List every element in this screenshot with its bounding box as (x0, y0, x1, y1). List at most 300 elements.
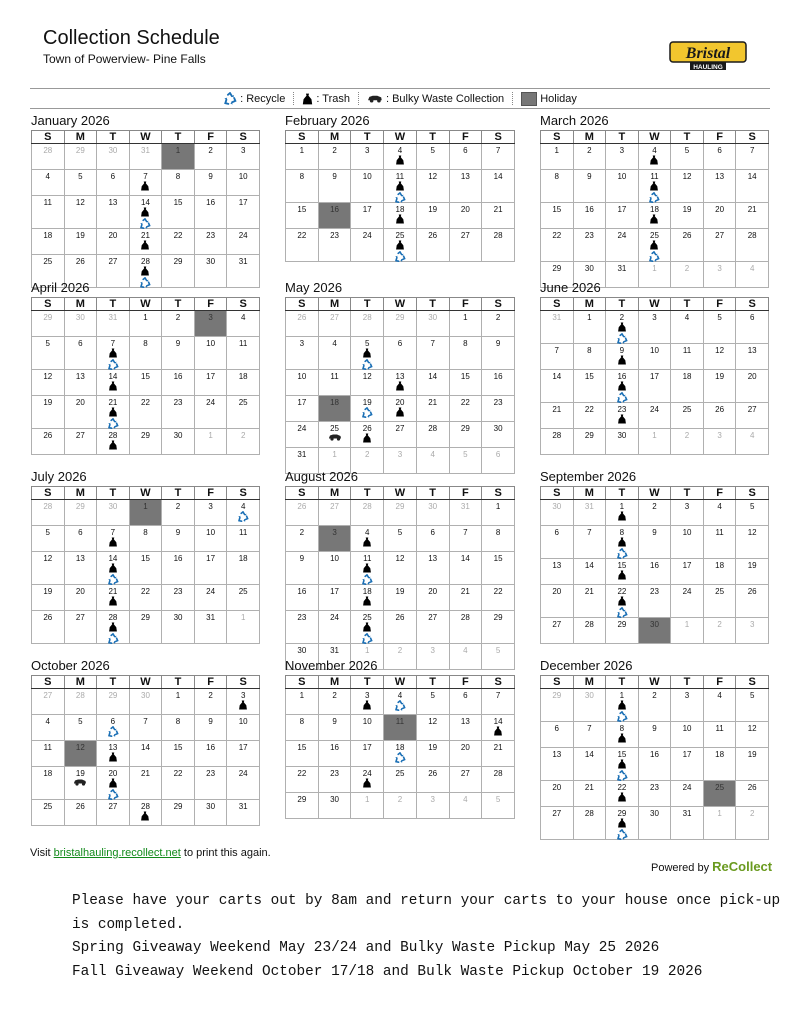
day-cell (606, 559, 639, 585)
weekday-header: F (703, 298, 736, 311)
day-number: 26 (682, 231, 692, 240)
day-cell (97, 170, 130, 196)
day-number: 12 (682, 172, 692, 181)
day-number: 26 (75, 802, 85, 811)
day-cell (449, 170, 482, 203)
day-cell (449, 611, 482, 644)
day-number: 9 (299, 554, 305, 563)
day-cell (318, 526, 351, 552)
day-number: 6 (78, 528, 83, 537)
day-cell (482, 585, 515, 611)
day-number: 18 (238, 554, 248, 563)
day-number: 8 (175, 717, 181, 726)
trash-icon (363, 433, 372, 443)
day-number: 16 (330, 205, 339, 214)
day-cell (638, 807, 671, 840)
recollect-link[interactable]: bristalhauling.recollect.net (53, 847, 181, 859)
day-cell (97, 526, 130, 552)
day-cell (64, 337, 97, 370)
month-table (31, 486, 260, 644)
day-cell (194, 800, 227, 826)
day-number: 25 (395, 231, 405, 240)
recycle-icon (394, 700, 406, 712)
weekday-header: T (416, 298, 449, 311)
weekday-header: M (64, 298, 97, 311)
day-cell (194, 396, 227, 429)
day-cell (703, 311, 736, 344)
day-cell (64, 741, 97, 767)
day-cell (449, 448, 482, 474)
powered-by-label: Powered by (651, 862, 713, 874)
trash-icon (363, 537, 372, 547)
day-cell (671, 559, 704, 585)
day-cell (482, 793, 515, 819)
day-number: 9 (175, 528, 181, 537)
day-cell (194, 429, 227, 455)
day-cell (482, 144, 515, 170)
weekday-header: S (482, 676, 515, 689)
day-number: 7 (430, 339, 435, 348)
day-number: 23 (206, 231, 216, 240)
day-cell (416, 767, 449, 793)
day-number: 27 (43, 691, 53, 700)
day-number: 30 (173, 431, 183, 440)
day-cell (703, 370, 736, 403)
month-title: February 2026 (285, 113, 370, 128)
day-cell (482, 396, 515, 422)
day-number: 1 (365, 795, 370, 804)
day-cell (449, 396, 482, 422)
note-line: Please have your carts out by 8am and return your carts to your house once pick-up is completed. (72, 893, 781, 933)
day-cell (227, 611, 260, 644)
day-cell (416, 526, 449, 552)
day-number: 9 (175, 339, 181, 348)
day-number: 4 (240, 313, 246, 322)
day-number: 30 (173, 613, 183, 622)
month-calendar (31, 658, 260, 826)
day-number: 2 (240, 431, 246, 440)
day-cell (416, 422, 449, 448)
day-cell (703, 203, 736, 229)
day-number: 5 (495, 795, 501, 804)
day-cell (129, 370, 162, 396)
day-cell (449, 689, 482, 715)
day-number: 27 (747, 405, 757, 414)
day-cell (351, 767, 384, 793)
day-cell (194, 611, 227, 644)
weekday-header: M (64, 676, 97, 689)
day-cell (671, 526, 704, 559)
day-cell (416, 203, 449, 229)
day-cell (482, 203, 515, 229)
day-cell (736, 229, 769, 262)
day-number: 25 (330, 424, 339, 433)
day-cell (351, 585, 384, 611)
day-cell (97, 611, 130, 644)
day-number: 6 (110, 717, 116, 726)
day-number: 30 (141, 691, 150, 700)
day-number: 18 (43, 231, 53, 240)
weekday-header: T (162, 676, 195, 689)
day-cell (286, 396, 319, 422)
day-cell (482, 337, 515, 370)
month-title: August 2026 (285, 469, 359, 484)
day-number: 15 (584, 372, 594, 381)
day-cell (736, 311, 769, 344)
weekday-header: T (671, 298, 704, 311)
day-number: 2 (652, 502, 657, 511)
day-cell (351, 611, 384, 644)
day-number: 4 (365, 528, 370, 537)
day-number: 2 (397, 795, 403, 804)
day-cell (129, 337, 162, 370)
bulky-waste-icon (367, 94, 383, 103)
day-cell (64, 144, 97, 170)
day-number: 2 (175, 502, 181, 511)
weekday-header: S (736, 298, 769, 311)
day-number: 27 (552, 620, 562, 629)
day-cell (129, 526, 162, 552)
day-cell (541, 203, 574, 229)
day-number: 11 (715, 724, 724, 733)
day-number: 5 (717, 313, 722, 322)
day-number: 24 (206, 587, 216, 596)
day-cell (227, 170, 260, 196)
day-number: 30 (206, 802, 216, 811)
day-number: 5 (45, 339, 50, 348)
weekday-header: S (541, 298, 574, 311)
day-number: 28 (362, 502, 372, 511)
day-number: 2 (208, 691, 213, 700)
weekday-header: F (703, 676, 736, 689)
day-number: 11 (682, 346, 692, 355)
recycle-icon (107, 633, 119, 645)
day-cell (129, 715, 162, 741)
day-number: 27 (330, 502, 339, 511)
day-cell (638, 170, 671, 203)
day-cell (638, 559, 671, 585)
weekday-header: T (351, 131, 384, 144)
day-number: 4 (45, 172, 50, 181)
day-number: 17 (297, 398, 307, 407)
day-number: 21 (747, 205, 757, 214)
day-cell (449, 144, 482, 170)
month-calendar (31, 469, 260, 644)
day-number: 16 (330, 743, 339, 752)
day-cell (384, 689, 417, 715)
day-number: 8 (175, 172, 181, 181)
day-number: 8 (619, 528, 625, 537)
day-cell (318, 689, 351, 715)
day-cell (64, 370, 97, 396)
day-cell (671, 722, 704, 748)
note-line: Spring Giveaway Weekend May 23/24 and Bulky Waste Pickup May 25 2026 (72, 940, 660, 956)
weekday-header: M (573, 487, 606, 500)
month-calendar (285, 113, 515, 262)
day-cell (671, 344, 704, 370)
legend-holiday (513, 92, 585, 106)
day-number: 30 (650, 620, 659, 629)
month-calendar (31, 280, 260, 455)
day-cell (194, 715, 227, 741)
weekday-header: T (606, 298, 639, 311)
day-cell (384, 144, 417, 170)
weekday-header: F (703, 487, 736, 500)
day-number: 31 (330, 646, 339, 655)
day-cell (703, 781, 736, 807)
day-cell (64, 526, 97, 552)
day-cell (384, 311, 417, 337)
month-title: January 2026 (31, 113, 110, 128)
weekday-header: F (194, 487, 227, 500)
weekday-header: T (162, 487, 195, 500)
day-cell (32, 715, 65, 741)
day-number: 29 (493, 613, 503, 622)
trash-icon (494, 726, 503, 736)
day-number: 31 (297, 450, 307, 459)
day-cell (606, 344, 639, 370)
day-cell (351, 203, 384, 229)
day-cell (64, 196, 97, 229)
day-number: 22 (141, 398, 150, 407)
day-cell (318, 396, 351, 422)
weekday-header: T (671, 131, 704, 144)
day-cell (638, 311, 671, 344)
day-cell (703, 429, 736, 455)
day-cell (227, 500, 260, 526)
day-cell (32, 370, 65, 396)
day-cell (736, 144, 769, 170)
day-number: 10 (330, 554, 339, 563)
weekday-header: T (97, 298, 130, 311)
month-table (285, 297, 515, 474)
day-cell (541, 344, 574, 370)
day-cell (449, 767, 482, 793)
trash-icon (650, 214, 659, 224)
day-cell (286, 370, 319, 396)
day-number: 24 (330, 613, 339, 622)
day-number: 16 (297, 587, 307, 596)
day-cell (416, 337, 449, 370)
day-cell (736, 526, 769, 559)
day-number: 6 (463, 691, 468, 700)
day-cell (129, 767, 162, 800)
day-cell (482, 229, 515, 262)
day-number: 20 (715, 205, 725, 214)
month-calendar (540, 469, 769, 644)
weekday-header: T (671, 676, 704, 689)
day-cell (227, 144, 260, 170)
day-cell (416, 715, 449, 741)
day-number: 18 (715, 750, 725, 759)
day-number: 12 (75, 198, 85, 207)
day-cell (736, 748, 769, 781)
month-table (31, 297, 260, 455)
day-number: 1 (619, 691, 625, 700)
recollect-logo: ReCollect (712, 859, 773, 874)
day-number: 23 (330, 769, 339, 778)
day-number: 16 (617, 372, 627, 381)
legend-bulky (359, 93, 512, 105)
day-cell (162, 552, 195, 585)
day-number: 20 (747, 372, 757, 381)
day-number: 30 (428, 502, 438, 511)
day-number: 7 (587, 724, 592, 733)
day-cell (482, 767, 515, 793)
day-number: 23 (617, 405, 627, 414)
weekday-header: T (351, 298, 384, 311)
day-number: 23 (330, 231, 339, 240)
day-cell (129, 800, 162, 826)
day-number: 1 (332, 450, 337, 459)
day-number: 20 (460, 743, 470, 752)
day-cell (286, 170, 319, 203)
day-number: 22 (617, 587, 627, 596)
day-number: 3 (749, 620, 755, 629)
day-number: 27 (108, 802, 118, 811)
trash-icon (363, 563, 372, 573)
weekday-header: T (351, 487, 384, 500)
page-subtitle: Town of Powerview- Pine Falls (43, 52, 206, 66)
day-cell (541, 229, 574, 262)
weekday-header: S (227, 131, 260, 144)
logo-subtext: HAULING (693, 64, 723, 71)
day-number: 10 (682, 724, 692, 733)
weekday-header: M (318, 487, 351, 500)
day-cell (227, 429, 260, 455)
recycle-icon (237, 511, 249, 523)
day-cell (384, 715, 417, 741)
day-cell (162, 170, 195, 196)
day-cell (64, 611, 97, 644)
day-cell (573, 618, 606, 644)
legend-recycle (215, 92, 293, 106)
day-number: 28 (493, 231, 503, 240)
trash-icon (108, 407, 117, 417)
day-number: 1 (240, 613, 246, 622)
day-number: 10 (362, 172, 372, 181)
day-cell (606, 689, 639, 722)
weekday-header: T (606, 676, 639, 689)
day-number: 1 (175, 691, 181, 700)
day-number: 14 (428, 372, 438, 381)
day-cell (194, 370, 227, 396)
day-cell (384, 552, 417, 585)
day-cell (32, 552, 65, 585)
weekday-header: M (573, 298, 606, 311)
day-number: 29 (173, 802, 183, 811)
day-cell (449, 552, 482, 585)
day-cell (573, 689, 606, 722)
trash-icon (108, 563, 117, 573)
day-cell (482, 170, 515, 203)
day-number: 5 (78, 717, 83, 726)
weekday-header: W (638, 487, 671, 500)
day-number: 24 (238, 769, 248, 778)
day-cell (32, 337, 65, 370)
day-cell (638, 618, 671, 644)
day-cell (736, 500, 769, 526)
day-number: 2 (495, 313, 501, 322)
day-number: 11 (239, 339, 248, 348)
weekday-header: F (703, 131, 736, 144)
day-cell (703, 144, 736, 170)
day-number: 17 (617, 205, 627, 214)
day-cell (416, 793, 449, 819)
day-number: 6 (397, 339, 403, 348)
day-number: 19 (428, 743, 438, 752)
day-cell (384, 611, 417, 644)
trash-icon (617, 596, 626, 606)
day-number: 9 (652, 724, 657, 733)
day-number: 9 (208, 172, 213, 181)
day-number: 31 (206, 613, 216, 622)
day-number: 19 (362, 398, 372, 407)
day-number: 8 (463, 339, 468, 348)
day-cell (32, 500, 65, 526)
day-cell (671, 229, 704, 262)
day-number: 7 (110, 528, 116, 537)
day-cell (32, 526, 65, 552)
day-number: 21 (141, 769, 150, 778)
day-number: 3 (397, 450, 403, 459)
day-number: 29 (75, 502, 85, 511)
day-number: 30 (75, 313, 85, 322)
day-number: 17 (206, 372, 216, 381)
day-cell (32, 429, 65, 455)
day-number: 20 (108, 769, 118, 778)
trash-icon (395, 381, 404, 391)
day-cell (318, 793, 351, 819)
day-number: 9 (332, 717, 337, 726)
month-title: June 2026 (540, 280, 601, 295)
day-number: 29 (617, 809, 627, 818)
month-title: April 2026 (31, 280, 90, 295)
day-number: 10 (297, 372, 307, 381)
day-cell (32, 311, 65, 337)
day-number: 7 (143, 717, 148, 726)
day-cell (194, 311, 227, 337)
day-cell (736, 689, 769, 722)
day-cell (541, 807, 574, 840)
weekday-header: W (129, 676, 162, 689)
day-number: 28 (141, 257, 150, 266)
day-number: 13 (715, 172, 725, 181)
day-number: 26 (43, 613, 53, 622)
day-number: 23 (650, 587, 659, 596)
day-number: 6 (749, 313, 755, 322)
weekday-header: T (416, 487, 449, 500)
day-cell (703, 689, 736, 722)
day-cell (286, 500, 319, 526)
day-cell (541, 370, 574, 403)
day-number: 28 (43, 146, 53, 155)
day-number: 22 (584, 405, 594, 414)
trash-icon (141, 811, 150, 821)
day-number: 17 (362, 205, 372, 214)
day-number: 25 (238, 398, 248, 407)
day-cell (606, 781, 639, 807)
visit-suffix: to print this again. (180, 847, 271, 859)
day-number: 8 (554, 172, 559, 181)
month-title: September 2026 (540, 469, 637, 484)
day-cell (97, 144, 130, 170)
day-number: 3 (365, 146, 370, 155)
day-number: 7 (495, 146, 501, 155)
day-cell (286, 793, 319, 819)
day-number: 29 (141, 431, 150, 440)
day-cell (606, 144, 639, 170)
